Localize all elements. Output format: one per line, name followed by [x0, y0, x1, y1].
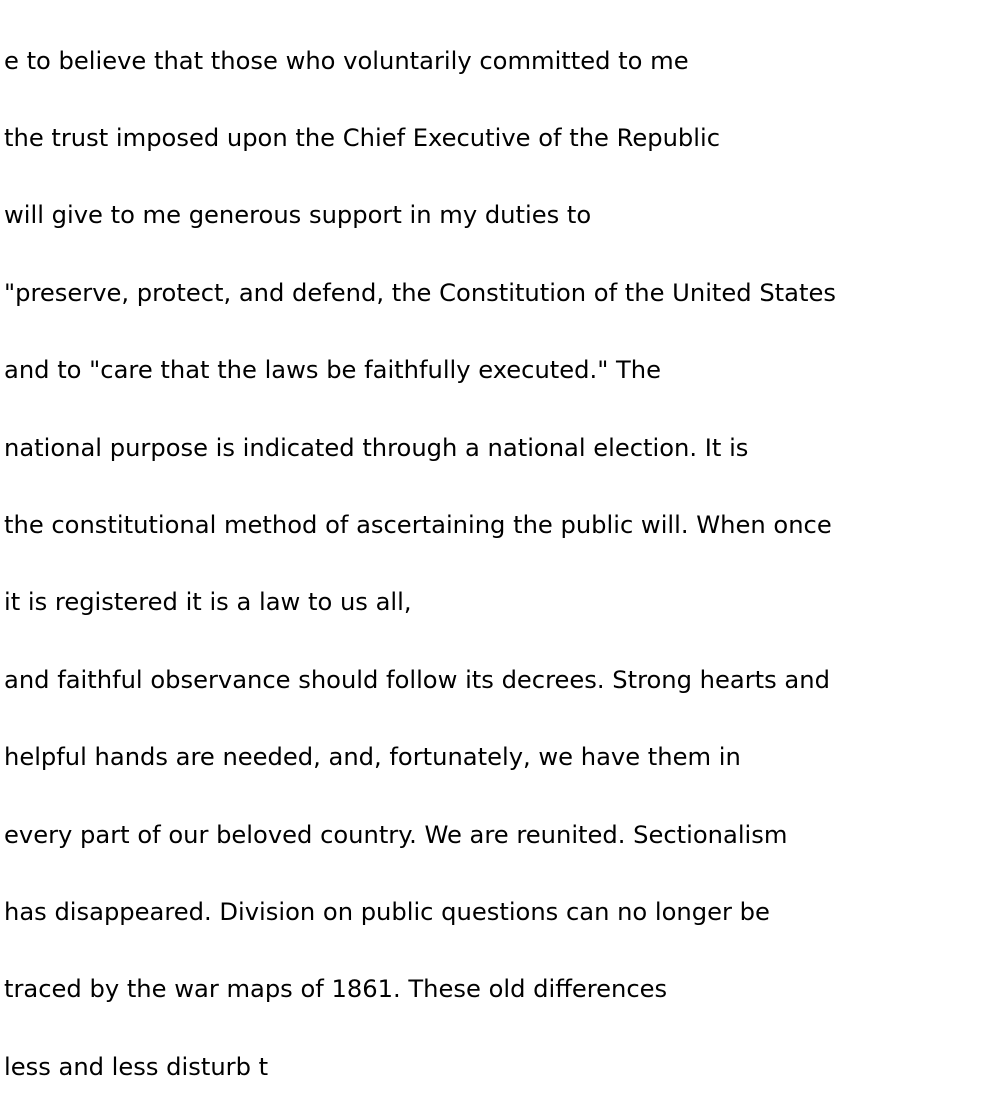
text-line-7: the constitutional method of ascertaining the public will. When once [4, 510, 832, 539]
text-line-13: traced by the war maps of 1861. These old differences [4, 975, 668, 1004]
text-line-1: e to believe that those who voluntarily committed to me [4, 46, 689, 75]
text-line-14: less and less disturb t [4, 1052, 269, 1081]
text-line-11: every part of our beloved country. We are reunited. Sectionalism [4, 820, 788, 849]
text-line-10: helpful hands are needed, and, fortunately, we have them in [4, 743, 741, 772]
text-line-6: national purpose is indicated through a national election. It is [4, 433, 749, 462]
document-text-block [4, 0, 1004, 1106]
text-line-5: and to "care that the laws be faithfully executed." The [4, 356, 662, 385]
text-line-9: and faithful observance should follow its decrees. Strong hearts and [4, 665, 830, 694]
text-line-8: it is registered it is a law to us all, [4, 588, 412, 617]
text-line-3: will give to me generous support in my duties to [4, 201, 592, 230]
text-line-2: the trust imposed upon the Chief Executive of the Republic [4, 123, 720, 152]
text-line-12: has disappeared. Division on public questions can no longer be [4, 897, 770, 926]
text-line-4: "preserve, protect, and defend, the Constitution of the United States [4, 278, 836, 307]
